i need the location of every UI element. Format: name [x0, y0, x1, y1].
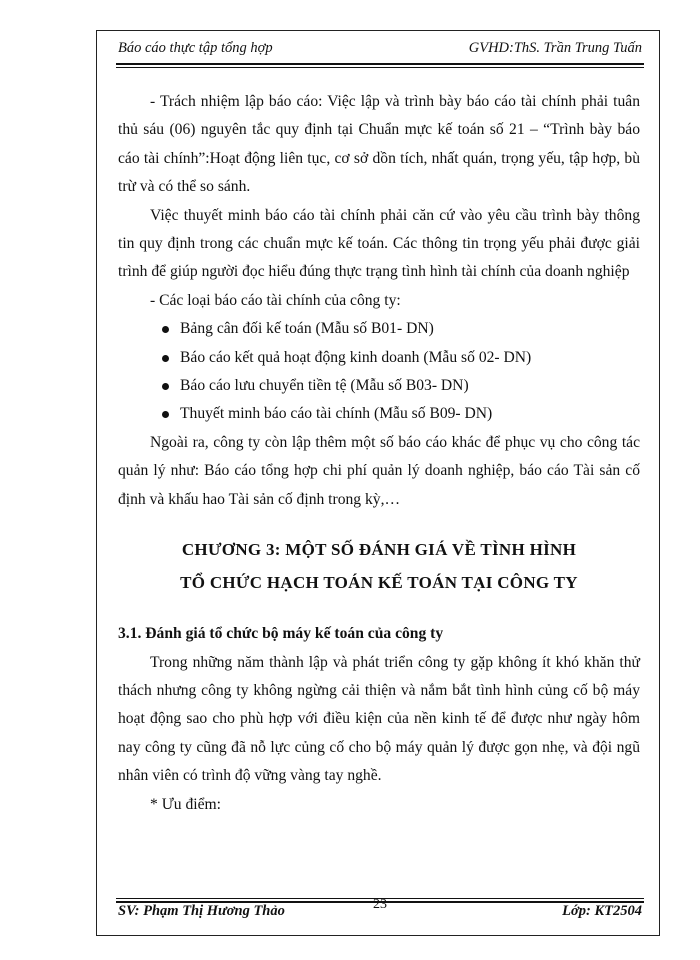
footer-class-code: Lớp: KT2504 [562, 903, 642, 919]
bullet-icon [162, 326, 169, 333]
page-number: 23 [373, 897, 387, 912]
page-header [118, 40, 642, 57]
list-item-text: Bảng cân đối kế toán (Mẫu số B01- DN) [180, 320, 434, 338]
bullet-icon [162, 411, 169, 418]
list-item [118, 400, 640, 428]
section-title: 3.1. Đánh giá tổ chức bộ máy kế toán của công ty [118, 625, 444, 643]
header-rule [116, 63, 644, 68]
paragraph-organization-assessment: Trong những năm thành lập và phát triển công ty gặp không ít khó khăn thử thách nhưng công ty không ngừng cải thiện và nắm bắt tình hình củng cố bộ máy hoạt động sao cho phù hợp với điều kiện của nền kinh tế để được như ngày hôm nay công ty cũng đã nỗ lực củng cố cho bộ máy quản lý được gọn nhẹ, và đội ngũ nhân viên có trình độ vững vàng tay nghề. [118, 653, 640, 785]
paragraph-advantages-label: * Ưu điểm: [150, 795, 222, 813]
report-types-list [118, 315, 640, 429]
paragraph-reporting-responsibility: - Trách nhiệm lập báo cáo: Việc lập và trình bày báo cáo tài chính phải tuân thủ sáu (06) nguyên tắc quy định tại Chuẩn mực kế toán số 21 – “Trình bày báo cáo tài chính”:Hoạt động liên tục, cơ sở dồn tích, nhất quán, trọng yếu, tập hợp, bù trừ và có thể so sánh. [118, 93, 640, 196]
bullet-icon [162, 383, 169, 390]
header-supervisor: GVHD:ThS. Trần Trung Tuấn [468, 40, 642, 56]
chapter-heading [118, 533, 640, 599]
bullet-icon [162, 355, 169, 362]
chapter-heading-line-2: TỔ CHỨC HẠCH TOÁN KẾ TOÁN TẠI CÔNG TY [180, 573, 578, 593]
header-report-title: Báo cáo thực tập tổng hợp [118, 40, 273, 56]
list-item [118, 372, 640, 400]
chapter-heading-line-1: CHƯƠNG 3: MỘT SỐ ĐÁNH GIÁ VỀ TÌNH HÌNH [181, 540, 577, 560]
page-footer [118, 897, 642, 920]
paragraph-notes-requirements: Việc thuyết minh báo cáo tài chính phải căn cứ vào yêu cầu trình bày thông tin quy định trong các chuẩn mực kế toán. Các thông tin trọng yếu phải được giải trình để giúp người đọc hiểu đúng thực trạng tình hình tài chính của doanh nghiệp [118, 206, 640, 281]
list-item [118, 315, 640, 343]
list-item-text: Báo cáo lưu chuyển tiền tệ (Mẫu số B03- DN) [180, 377, 469, 395]
list-item-text: Báo cáo kết quả hoạt động kinh doanh (Mẫu số 02- DN) [180, 348, 532, 366]
list-item-text: Thuyết minh báo cáo tài chính (Mẫu số B09- DN) [180, 405, 493, 423]
paragraph-other-reports: Ngoài ra, công ty còn lập thêm một số báo cáo khác để phục vụ cho công tác quản lý như: Báo cáo tổng hợp chi phí quản lý doanh nghiệp, báo cáo Tài sản cố định và khấu hao Tài sản cố định trong kỳ,… [118, 433, 640, 508]
paragraph-report-types-intro: - Các loại báo cáo tài chính của công ty: [150, 291, 401, 309]
footer-student-name: SV: Phạm Thị Hương Thảo [118, 903, 285, 919]
list-item [118, 344, 640, 372]
page-content [118, 88, 640, 819]
